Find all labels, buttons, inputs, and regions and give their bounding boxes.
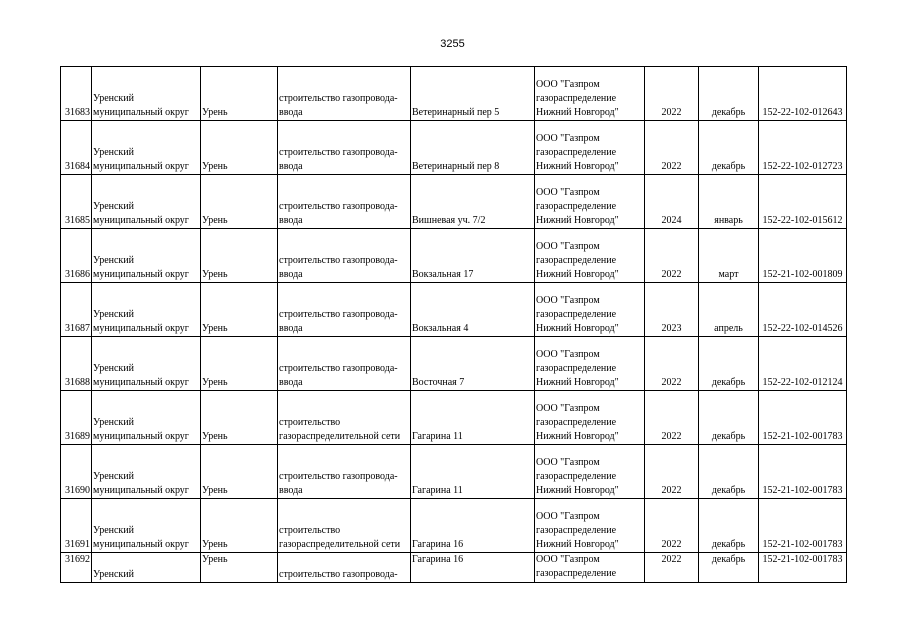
application-code: 152-22-102-015612: [762, 215, 843, 226]
row-number: 31687: [65, 323, 90, 334]
application-code: 152-21-102-001783: [762, 431, 843, 442]
organization-line-3: Нижний Новгород": [536, 269, 619, 280]
work-type-line-1: строительство газопровода-: [279, 255, 398, 266]
work-type-line-1: строительство газопровода-: [279, 569, 398, 580]
table-row: [61, 499, 847, 553]
row-number: 31688: [65, 377, 90, 388]
month-cell: [699, 229, 759, 283]
organization-cell: [535, 175, 645, 229]
organization-line-2: газораспределение: [536, 201, 617, 212]
address: Гагарина 11: [412, 485, 463, 496]
address: Гагарина 16: [412, 539, 464, 550]
row-number-cell: [61, 283, 92, 337]
month-cell: [699, 445, 759, 499]
address: Гагарина 11: [412, 431, 463, 442]
month: апрель: [714, 323, 743, 334]
month: декабрь: [711, 161, 746, 172]
row-number: 31686: [65, 269, 90, 280]
work-type-line-1: строительство газопровода-: [279, 309, 398, 320]
settlement: Урень: [202, 485, 228, 496]
organization-line-3: Нижний Новгород": [536, 539, 619, 550]
settlement-cell: [201, 67, 278, 121]
month-cell: [699, 499, 759, 553]
settlement-cell: [201, 553, 278, 583]
district-line-1: Уренский: [93, 93, 134, 104]
district-cell: [92, 283, 201, 337]
organization-line-2: газораспределение: [536, 309, 617, 320]
code-cell: [759, 175, 847, 229]
organization-cell: [535, 499, 645, 553]
row-number: 31690: [65, 485, 90, 496]
settlement: Урень: [202, 431, 228, 442]
district-cell: [92, 229, 201, 283]
address-cell: [411, 499, 535, 553]
settlement-cell: [201, 121, 278, 175]
row-number-cell: [61, 553, 92, 583]
organization-line-3: Нижний Новгород": [536, 161, 619, 172]
organization-cell: [535, 337, 645, 391]
district-cell: [92, 499, 201, 553]
year-cell: [645, 283, 699, 337]
work-type-cell: [278, 121, 411, 175]
year-cell: [645, 229, 699, 283]
row-number-cell: [61, 337, 92, 391]
work-type-cell: [278, 229, 411, 283]
work-type-cell: [278, 445, 411, 499]
code-cell: [759, 499, 847, 553]
address-cell: [411, 391, 535, 445]
table-row: [61, 229, 847, 283]
work-type-line-2: ввода: [279, 377, 303, 388]
organization-line-2: газораспределение: [536, 147, 617, 158]
work-type-line-1: строительство газопровода-: [279, 147, 398, 158]
work-type-line-2: ввода: [279, 215, 303, 226]
settlement: Урень: [202, 161, 228, 172]
month: декабрь: [711, 554, 746, 565]
district-cell: [92, 175, 201, 229]
year-cell: [645, 445, 699, 499]
organization-line-1: ООО "Газпром: [536, 241, 600, 252]
table-row: [61, 121, 847, 175]
district-cell: [92, 337, 201, 391]
settlement: Урень: [202, 107, 228, 118]
address: Вишневая уч. 7/2: [412, 215, 486, 226]
organization-cell: [535, 67, 645, 121]
row-number-cell: [61, 175, 92, 229]
settlement: Урень: [202, 377, 228, 388]
district-line-1: Уренский: [93, 525, 134, 536]
year: 2022: [661, 539, 682, 550]
address-cell: [411, 283, 535, 337]
page-number: 3255: [440, 38, 465, 50]
application-code: 152-22-102-012643: [762, 107, 843, 118]
district-cell: [92, 121, 201, 175]
work-type-line-2: ввода: [279, 485, 303, 496]
settlement-cell: [201, 445, 278, 499]
organization-line-2: газораспределение: [536, 568, 617, 579]
settlement-cell: [201, 175, 278, 229]
organization-line-3: Нижний Новгород": [536, 485, 619, 496]
application-code: 152-21-102-001783: [762, 485, 843, 496]
month: март: [718, 269, 739, 280]
work-type-cell: [278, 67, 411, 121]
settlement: Урень: [202, 215, 228, 226]
district-line-2: муниципальный округ: [93, 323, 189, 334]
organization-line-2: газораспределение: [536, 93, 617, 104]
work-type-line-1: строительство: [279, 417, 341, 428]
organization-line-3: Нижний Новгород": [536, 215, 619, 226]
year: 2024: [661, 215, 682, 226]
row-number-cell: [61, 391, 92, 445]
address-cell: [411, 229, 535, 283]
work-type-line-2: ввода: [279, 269, 303, 280]
organization-line-1: ООО "Газпром: [536, 457, 600, 468]
month: декабрь: [711, 539, 746, 550]
month-cell: [699, 175, 759, 229]
district-line-1: Уренский: [93, 569, 134, 580]
table-body: [61, 67, 847, 583]
organization-cell: [535, 121, 645, 175]
settlement-cell: [201, 229, 278, 283]
work-type-line-1: строительство: [279, 525, 341, 536]
application-code: 152-21-102-001783: [762, 539, 843, 550]
organization-line-1: ООО "Газпром: [536, 79, 600, 90]
address-cell: [411, 337, 535, 391]
month: декабрь: [711, 377, 746, 388]
row-number: 31683: [65, 107, 90, 118]
table-row: [61, 391, 847, 445]
district-line-2: муниципальный округ: [93, 107, 189, 118]
year: 2022: [661, 377, 682, 388]
code-cell: [759, 283, 847, 337]
organization-line-1: ООО "Газпром: [536, 187, 600, 198]
address: Ветеринарный пер 5: [412, 107, 500, 118]
district-line-2: муниципальный округ: [93, 377, 189, 388]
district-line-1: Уренский: [93, 417, 134, 428]
district-line-2: муниципальный округ: [93, 485, 189, 496]
work-type-line-1: строительство газопровода-: [279, 201, 398, 212]
table-row: [61, 553, 847, 583]
organization-line-3: Нижний Новгород": [536, 107, 619, 118]
work-type-line-2: ввода: [279, 161, 303, 172]
application-code: 152-22-102-014526: [762, 323, 843, 334]
year: 2022: [661, 431, 682, 442]
address: Ветеринарный пер 8: [412, 161, 500, 172]
organization-cell: [535, 283, 645, 337]
row-number-cell: [61, 67, 92, 121]
code-cell: [759, 121, 847, 175]
settlement: Урень: [202, 323, 228, 334]
district-cell: [92, 391, 201, 445]
address: Гагарина 16: [412, 554, 464, 565]
year-cell: [645, 175, 699, 229]
row-number-cell: [61, 121, 92, 175]
organization-line-1: ООО "Газпром: [536, 295, 600, 306]
district-line-2: муниципальный округ: [93, 269, 189, 280]
work-type-cell: [278, 175, 411, 229]
organization-line-1: ООО "Газпром: [536, 511, 600, 522]
district-line-1: Уренский: [93, 471, 134, 482]
row-number: 31685: [65, 215, 90, 226]
settlement: Урень: [202, 269, 228, 280]
district-line-1: Уренский: [93, 309, 134, 320]
application-code: 152-22-102-012124: [762, 377, 843, 388]
application-code: 152-21-102-001809: [762, 269, 843, 280]
district-line-1: Уренский: [93, 363, 134, 374]
organization-line-3: Нижний Новгород": [536, 431, 619, 442]
organization-line-3: Нижний Новгород": [536, 323, 619, 334]
year-cell: [645, 121, 699, 175]
work-type-line-1: строительство газопровода-: [279, 93, 398, 104]
row-number-cell: [61, 229, 92, 283]
month: декабрь: [711, 485, 746, 496]
organization-line-2: газораспределение: [536, 525, 617, 536]
address: Вокзальная 4: [412, 323, 469, 334]
table-row: [61, 175, 847, 229]
month-cell: [699, 553, 759, 583]
district-cell: [92, 67, 201, 121]
code-cell: [759, 337, 847, 391]
organization-line-3: Нижний Новгород": [536, 377, 619, 388]
month-cell: [699, 121, 759, 175]
code-cell: [759, 67, 847, 121]
year-cell: [645, 391, 699, 445]
organization-cell: [535, 391, 645, 445]
district-line-2: муниципальный округ: [93, 215, 189, 226]
year: 2022: [661, 485, 682, 496]
application-code: 152-21-102-001783: [762, 554, 843, 565]
month-cell: [699, 337, 759, 391]
code-cell: [759, 553, 847, 583]
code-cell: [759, 445, 847, 499]
work-type-line-1: строительство газопровода-: [279, 471, 398, 482]
code-cell: [759, 391, 847, 445]
year: 2022: [661, 269, 682, 280]
row-number-cell: [61, 499, 92, 553]
organization-cell: [535, 553, 645, 583]
organization-line-2: газораспределение: [536, 417, 617, 428]
work-type-line-2: ввода: [279, 107, 303, 118]
month-cell: [699, 67, 759, 121]
address-cell: [411, 175, 535, 229]
address-cell: [411, 553, 535, 583]
organization-line-1: ООО "Газпром: [536, 133, 600, 144]
row-number-cell: [61, 445, 92, 499]
district-line-2: муниципальный округ: [93, 539, 189, 550]
address-cell: [411, 67, 535, 121]
district-cell: [92, 445, 201, 499]
work-type-line-2: ввода: [279, 323, 303, 334]
district-line-1: Уренский: [93, 147, 134, 158]
month-cell: [699, 391, 759, 445]
address: Восточная 7: [412, 377, 465, 388]
district-line-2: муниципальный округ: [93, 161, 189, 172]
work-type-line-1: строительство газопровода-: [279, 363, 398, 374]
year: 2023: [661, 323, 682, 334]
organization-cell: [535, 445, 645, 499]
settlement: Урень: [202, 554, 228, 565]
settlement-cell: [201, 499, 278, 553]
address: Вокзальная 17: [412, 269, 474, 280]
settlement-cell: [201, 283, 278, 337]
month-cell: [699, 283, 759, 337]
table-row: [61, 445, 847, 499]
code-cell: [759, 229, 847, 283]
organization-line-2: газораспределение: [536, 255, 617, 266]
district-line-1: Уренский: [93, 255, 134, 266]
address-cell: [411, 121, 535, 175]
settlement-cell: [201, 391, 278, 445]
organization-cell: [535, 229, 645, 283]
year: 2022: [661, 554, 682, 565]
year: 2022: [661, 107, 682, 118]
year: 2022: [661, 161, 682, 172]
row-number: 31689: [65, 431, 90, 442]
table-row: [61, 67, 847, 121]
settlement-cell: [201, 337, 278, 391]
district-cell: [92, 553, 201, 583]
work-type-line-2: газораспределительной сети: [279, 431, 401, 442]
district-line-2: муниципальный округ: [93, 431, 189, 442]
table-row: [61, 283, 847, 337]
organization-line-2: газораспределение: [536, 363, 617, 374]
organization-line-1: ООО "Газпром: [536, 349, 600, 360]
year-cell: [645, 553, 699, 583]
work-type-cell: [278, 337, 411, 391]
month: декабрь: [711, 107, 746, 118]
work-type-cell: [278, 553, 411, 583]
gas-registry-table: [60, 66, 847, 583]
organization-line-1: ООО "Газпром: [536, 554, 600, 565]
work-type-cell: [278, 499, 411, 553]
application-code: 152-22-102-012723: [762, 161, 843, 172]
organization-line-1: ООО "Газпром: [536, 403, 600, 414]
work-type-cell: [278, 391, 411, 445]
row-number: 31684: [65, 161, 90, 172]
month: декабрь: [711, 431, 746, 442]
table-row: [61, 337, 847, 391]
year-cell: [645, 337, 699, 391]
address-cell: [411, 445, 535, 499]
work-type-cell: [278, 283, 411, 337]
settlement: Урень: [202, 539, 228, 550]
row-number: 31691: [65, 539, 90, 550]
year-cell: [645, 499, 699, 553]
row-number: 31692: [65, 554, 90, 565]
month: январь: [714, 215, 743, 226]
year-cell: [645, 67, 699, 121]
district-line-1: Уренский: [93, 201, 134, 212]
work-type-line-2: газораспределительной сети: [279, 539, 401, 550]
organization-line-2: газораспределение: [536, 471, 617, 482]
